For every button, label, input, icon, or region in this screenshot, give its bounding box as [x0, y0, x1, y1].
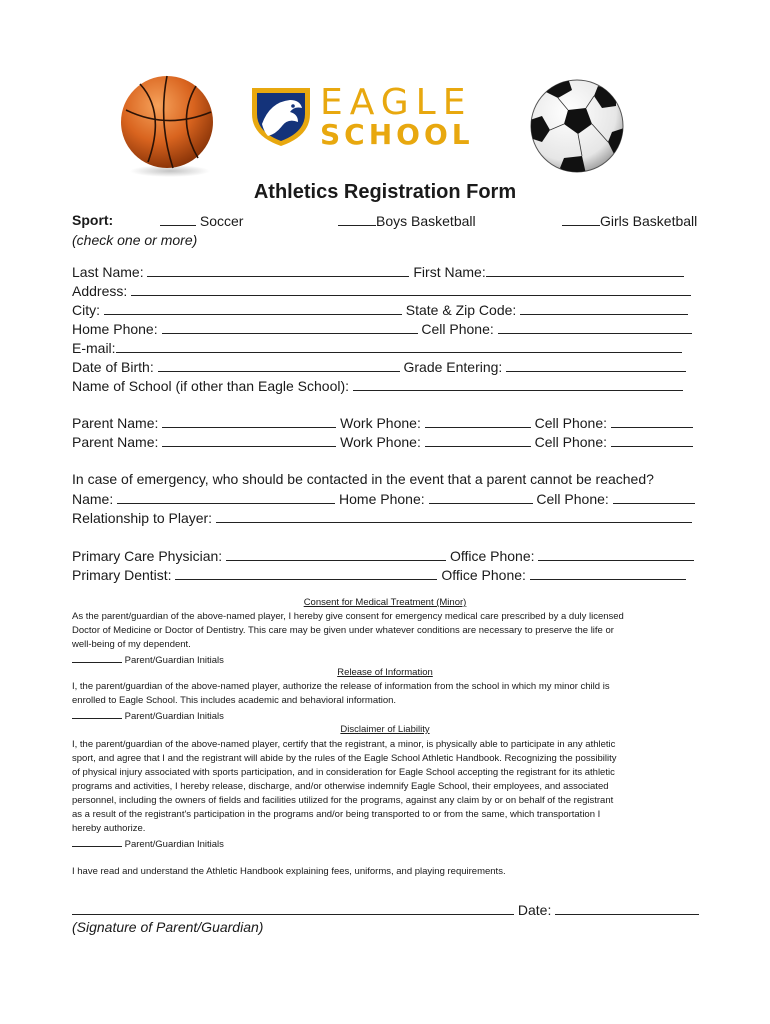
city-field[interactable] — [104, 301, 402, 315]
release-initials-label: Parent/Guardian Initials — [124, 711, 224, 722]
eagle-shield-logo — [248, 84, 314, 148]
parent-row-2 — [72, 433, 693, 450]
relationship-label: Relationship to Player: — [72, 510, 213, 526]
consent-line-3: well-being of my dependent. — [72, 639, 191, 650]
parent-cell-field-1[interactable] — [611, 414, 693, 428]
city-label: City: — [72, 302, 100, 318]
last-name-row — [72, 263, 684, 280]
release-initials-field[interactable] — [72, 708, 122, 719]
city-row — [72, 301, 688, 318]
emergency-name-field[interactable] — [117, 490, 335, 504]
relationship-row — [72, 509, 692, 526]
consent-line-1: As the parent/guardian of the above-named player, I hereby give consent for emergency medical care prescribed by a duly licensed — [72, 611, 624, 622]
disclaimer-line-1: I, the parent/guardian of the above-named player, certify that the registrant, a minor, is physically able to participate in any athletic — [72, 739, 616, 750]
parent-name-label: Parent Name: — [72, 415, 159, 431]
signature-field[interactable] — [72, 901, 514, 915]
emergency-home-phone-label: Home Phone: — [339, 491, 425, 507]
emergency-home-phone-field[interactable] — [429, 490, 533, 504]
school-label: Name of School (if other than Eagle School): — [72, 378, 350, 394]
disclaimer-initials-field[interactable] — [72, 836, 122, 847]
grade-field[interactable] — [506, 358, 686, 372]
sport-label: Sport: — [72, 212, 114, 228]
parent-name-field-1[interactable] — [162, 414, 336, 428]
emergency-cell-field[interactable] — [613, 490, 695, 504]
work-phone-field-1[interactable] — [425, 414, 531, 428]
work-phone-label: Work Phone: — [340, 434, 421, 450]
physician-label: Primary Care Physician: — [72, 548, 223, 564]
logo-text-eagle: EAGLE — [320, 82, 473, 123]
dentist-row — [72, 566, 686, 583]
disclaimer-line-3: of physical injury associated with sports participation, and in consideration for Eagle School accepting the registrant for its athletic — [72, 767, 615, 778]
parent-cell-label: Cell Phone: — [534, 434, 607, 450]
emergency-cell-label: Cell Phone: — [536, 491, 609, 507]
release-heading: Release of Information — [337, 667, 433, 678]
state-zip-field[interactable] — [520, 301, 688, 315]
last-name-field[interactable] — [147, 263, 409, 277]
consent-initials-field[interactable] — [72, 652, 122, 663]
relationship-field[interactable] — [216, 509, 692, 523]
handbook-statement: I have read and understand the Athletic Handbook explaining fees, uniforms, and playing requirements. — [72, 866, 506, 877]
girls-basketball-check-blank[interactable] — [562, 212, 600, 226]
emergency-name-label: Name: — [72, 491, 114, 507]
release-line-2: enrolled to Eagle School. This includes academic and behavioral information. — [72, 695, 397, 706]
parent-name-field-2[interactable] — [162, 433, 336, 447]
form-title: Athletics Registration Form — [253, 181, 517, 203]
disclaimer-line-4: programs and activities, I hereby release, discharge, and/or otherwise indemnify Eagle School, their employees, and associated — [72, 781, 609, 792]
dentist-field[interactable] — [175, 566, 437, 580]
dentist-office-phone-field[interactable] — [530, 566, 686, 580]
disclaimer-initials-row — [72, 836, 224, 852]
dentist-office-phone-label: Office Phone: — [441, 567, 526, 583]
cell-phone-label: Cell Phone: — [421, 321, 494, 337]
physician-row — [72, 547, 694, 564]
boys-basketball-option[interactable] — [338, 212, 476, 229]
first-name-label: First Name: — [413, 264, 486, 280]
parent-cell-label: Cell Phone: — [534, 415, 607, 431]
soccer-label: Soccer — [199, 213, 244, 229]
last-name-label: Last Name: — [72, 264, 144, 280]
email-row — [72, 339, 682, 356]
girls-basketball-option[interactable] — [562, 212, 697, 229]
signature-caption: (Signature of Parent/Guardian) — [72, 919, 264, 935]
emergency-contact-row — [72, 490, 695, 507]
school-field[interactable] — [353, 377, 683, 391]
physician-office-phone-label: Office Phone: — [449, 548, 535, 564]
dob-label: Date of Birth: — [72, 359, 154, 375]
release-initials-row — [72, 708, 224, 724]
emergency-question: In case of emergency, who should be contacted in the event that a parent cannot be reached? — [72, 471, 654, 487]
boys-basketball-check-blank[interactable] — [338, 212, 376, 226]
state-zip-label: State & Zip Code: — [405, 302, 517, 318]
home-phone-row — [72, 320, 692, 337]
signature-row — [72, 901, 699, 918]
disclaimer-line-6: as a result of the registrant's participation in the programs and/or being transported to or from the same, which transportation I — [72, 809, 601, 820]
dentist-label: Primary Dentist: — [72, 567, 172, 583]
parent-cell-field-2[interactable] — [611, 433, 693, 447]
soccer-ball-image — [528, 76, 626, 178]
consent-line-2: Doctor of Medicine or Doctor of Dentistry. This care may be given under whatever conditions are necessary to preserve the life or — [72, 625, 614, 636]
consent-heading: Consent for Medical Treatment (Minor) — [303, 597, 467, 608]
basketball-image — [118, 72, 216, 178]
soccer-option[interactable] — [160, 212, 243, 229]
date-field[interactable] — [555, 901, 699, 915]
parent-name-label: Parent Name: — [72, 434, 159, 450]
address-field[interactable] — [131, 282, 691, 296]
address-row — [72, 282, 691, 299]
email-label: E-mail: — [72, 340, 116, 356]
date-label: Date: — [517, 902, 552, 918]
grade-label: Grade Entering: — [403, 359, 503, 375]
physician-office-phone-field[interactable] — [538, 547, 694, 561]
work-phone-label: Work Phone: — [340, 415, 421, 431]
home-phone-label: Home Phone: — [72, 321, 158, 337]
disclaimer-line-2: sport, and agree that I and the registrant will abide by the rules of the Eagle School Athletic Handbook. Recognizing the possibility — [72, 753, 617, 764]
sport-row — [72, 212, 113, 228]
physician-field[interactable] — [226, 547, 446, 561]
dob-field[interactable] — [158, 358, 400, 372]
email-field[interactable] — [116, 339, 682, 353]
school-row — [72, 377, 683, 394]
logo-text-school: SCHOOL — [320, 118, 474, 151]
consent-initials-label: Parent/Guardian Initials — [124, 655, 224, 666]
girls-basketball-label: Girls Basketball — [600, 213, 698, 229]
disclaimer-line-5: personnel, including the owners of fields and facilities utilized for the programs, against any claim by or on behalf of the registrant — [72, 795, 614, 806]
soccer-check-blank[interactable] — [160, 212, 196, 226]
work-phone-field-2[interactable] — [425, 433, 531, 447]
boys-basketball-label: Boys Basketball — [376, 213, 476, 229]
parent-row-1 — [72, 414, 693, 431]
dob-row — [72, 358, 686, 375]
address-label: Address: — [72, 283, 128, 299]
disclaimer-initials-label: Parent/Guardian Initials — [124, 839, 224, 850]
sport-hint: (check one or more) — [72, 232, 198, 248]
first-name-field[interactable] — [486, 263, 684, 277]
release-line-1: I, the parent/guardian of the above-named player, authorize the release of information from the school in which my minor child is — [72, 681, 610, 692]
disclaimer-line-7: hereby authorize. — [72, 823, 146, 834]
home-phone-field[interactable] — [162, 320, 418, 334]
cell-phone-field[interactable] — [498, 320, 692, 334]
disclaimer-heading: Disclaimer of Liability — [340, 724, 430, 735]
